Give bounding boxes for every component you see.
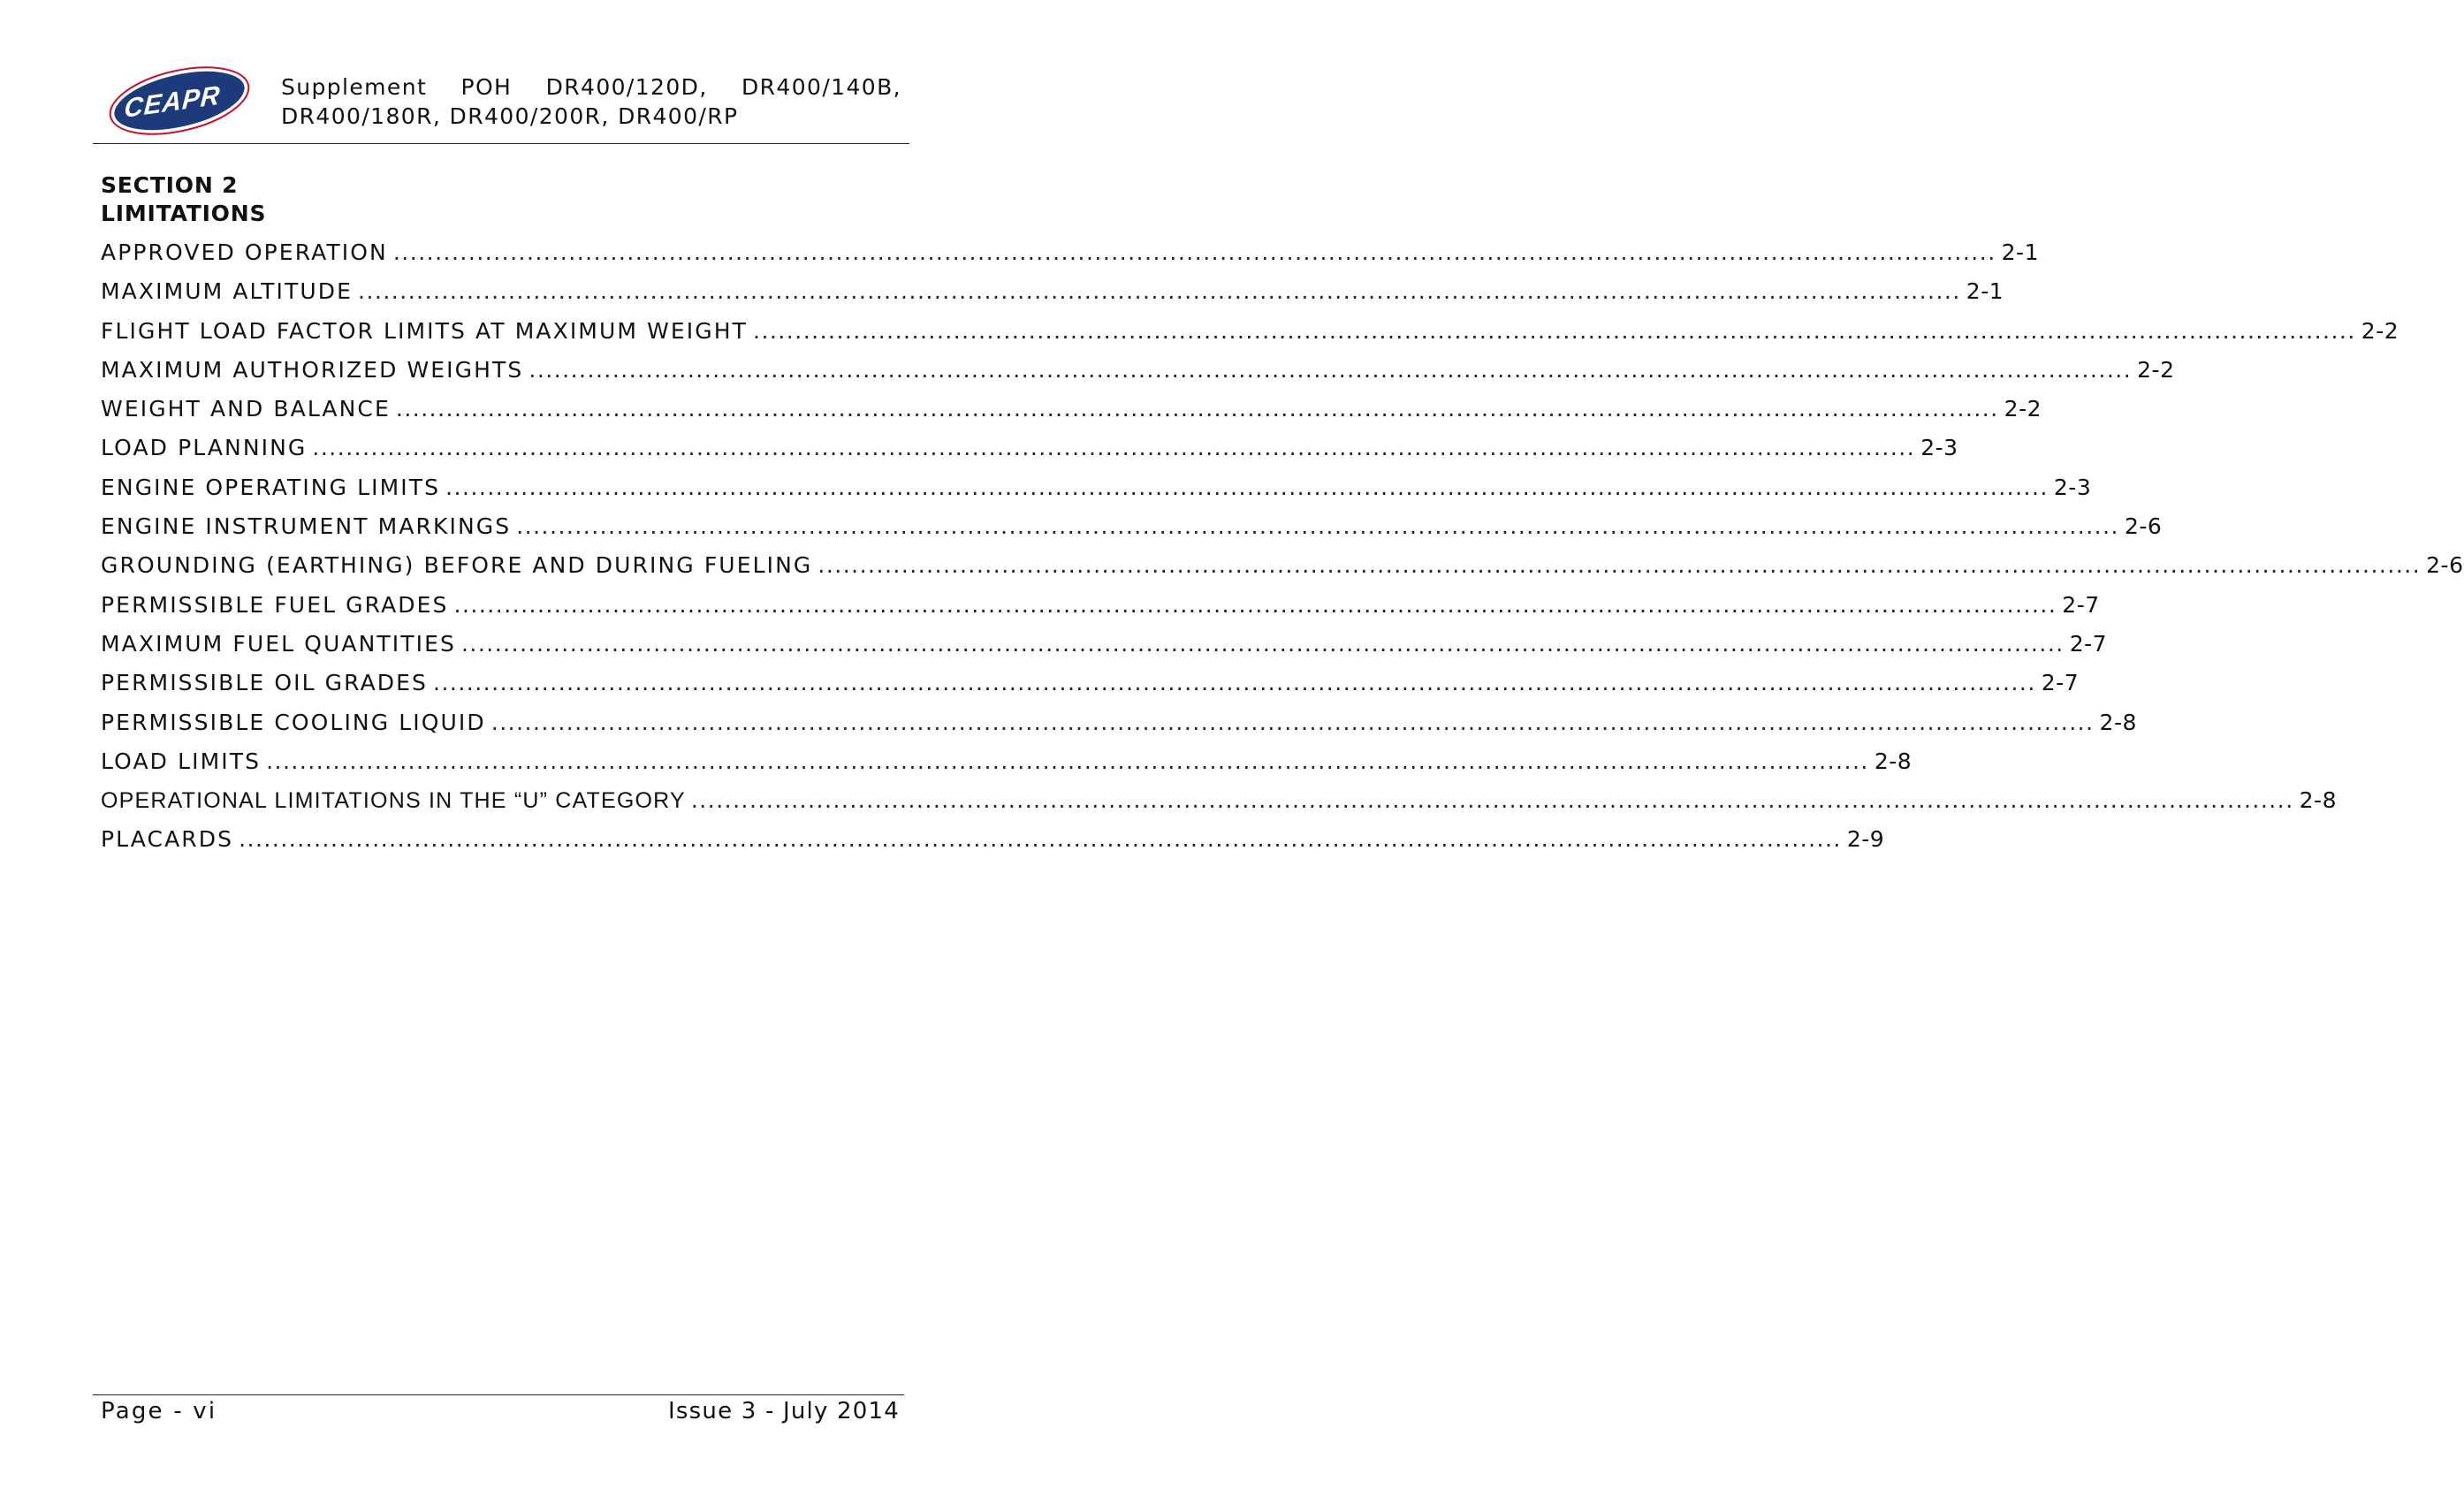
toc-entry-page: 2-9 [1846,826,1885,853]
header-word: POH [460,74,513,100]
section-title: LIMITATIONS [101,201,267,226]
toc-entry-title: PERMISSIBLE OIL GRADES [101,670,428,696]
toc-dot-leader: ................................................................................................................................................................................................ [433,670,2036,696]
document-header [281,72,901,131]
toc-entry[interactable] [101,820,1885,859]
toc-dot-leader: ................................................................................................................................................................................................ [516,513,2119,540]
footer-divider [93,1394,904,1395]
section-heading [101,171,266,228]
toc-dot-leader: ................................................................................................................................................................................................ [239,826,1842,853]
toc-entry-page: 2-1 [1966,278,2004,305]
toc-dot-leader: ................................................................................................................................................................................................ [453,591,2057,618]
toc-dot-leader: ................................................................................................................................................................................................ [491,709,2095,735]
toc-dot-leader: ................................................................................................................................................................................................ [358,278,1961,305]
toc-entry-title: WEIGHT AND BALANCE [101,396,391,422]
toc-dot-leader: ................................................................................................................................................................................................ [395,396,1999,422]
toc-entry[interactable] [101,703,2137,742]
toc-entry-page: 2-8 [2099,709,2137,735]
toc-entry-title: PERMISSIBLE FUEL GRADES [101,591,449,618]
toc-entry[interactable] [101,390,2042,429]
toc-entry-title: ENGINE OPERATING LIMITS [101,474,441,500]
toc-entry-title: ENGINE INSTRUMENT MARKINGS [101,513,512,540]
toc-entry-title: OPERATIONAL LIMITATIONS IN THE “U” CATEGORY [101,788,686,814]
toc-dot-leader: ................................................................................................................................................................................................ [818,552,2422,579]
toc-dot-leader: ................................................................................................................................................................................................ [529,356,2133,383]
toc-entry-title: PLACARDS [101,826,234,853]
toc-entry[interactable] [101,664,2080,703]
toc-entry-title: GROUNDING (EARTHING) BEFORE AND DURING FUELING [101,552,813,579]
toc-entry-title: MAXIMUM AUTHORIZED WEIGHTS [101,356,524,383]
header-title-line1 [281,72,901,102]
table-of-contents [101,233,2464,860]
toc-dot-leader: ................................................................................................................................................................................................ [312,435,1916,461]
toc-entry[interactable] [101,742,1913,781]
toc-entry[interactable] [101,272,2004,311]
toc-entry-title: LOAD PLANNING [101,435,308,461]
header-title-line2: DR400/180R, DR400/200R, DR400/RP [281,103,739,129]
toc-entry[interactable] [101,781,2337,820]
toc-entry-page: 2-3 [2053,474,2092,500]
toc-entry-page: 2-8 [2299,787,2337,814]
toc-entry-page: 2-6 [2426,552,2464,579]
toc-entry-page: 2-8 [1874,748,1913,774]
toc-entry-page: 2-1 [2001,239,2039,265]
toc-entry[interactable] [101,586,2100,625]
toc-entry-page: 2-2 [2004,396,2042,422]
toc-dot-leader: ................................................................................................................................................................................................ [392,239,1996,265]
ceapr-logo [106,67,253,134]
toc-dot-leader: ................................................................................................................................................................................................ [753,317,2356,344]
toc-dot-leader: ................................................................................................................................................................................................ [266,748,1869,774]
toc-entry[interactable] [101,625,2108,664]
toc-entry-title: MAXIMUM FUEL QUANTITIES [101,630,456,657]
toc-dot-leader: ................................................................................................................................................................................................ [460,630,2065,657]
toc-entry[interactable] [101,546,2464,585]
toc-dot-leader: ................................................................................................................................................................................................ [445,474,2049,500]
logo-text: CEAPR [123,80,222,125]
header-word: Supplement [281,74,428,100]
toc-entry-title: LOAD LIMITS [101,748,262,774]
section-number: SECTION 2 [101,172,239,198]
toc-entry[interactable] [101,429,1958,467]
toc-entry-page: 2-7 [2041,670,2080,696]
page-number: Page - vi [101,1398,217,1424]
toc-entry-page: 2-7 [2062,591,2100,618]
toc-entry-page: 2-7 [2069,630,2108,657]
header-word: DR400/140B, [741,74,901,100]
toc-entry[interactable] [101,312,2399,351]
toc-entry-page: 2-3 [1920,435,1958,461]
header-word: DR400/120D, [545,74,708,100]
toc-entry[interactable] [101,468,2092,507]
issue-date: Issue 3 - July 2014 [668,1398,900,1424]
toc-entry-page: 2-2 [2137,356,2175,383]
toc-entry-page: 2-2 [2361,317,2399,344]
toc-entry-page: 2-6 [2125,513,2163,540]
toc-entry[interactable] [101,507,2163,546]
toc-entry-title: FLIGHT LOAD FACTOR LIMITS AT MAXIMUM WEIGHT [101,317,749,344]
toc-entry-title: APPROVED OPERATION [101,239,388,265]
toc-dot-leader: ................................................................................................................................................................................................ [690,787,2294,814]
toc-entry-title: PERMISSIBLE COOLING LIQUID [101,709,486,735]
toc-entry[interactable] [101,351,2175,390]
toc-entry-title: MAXIMUM ALTITUDE [101,278,354,305]
header-divider [93,143,909,144]
toc-entry[interactable] [101,233,2039,272]
